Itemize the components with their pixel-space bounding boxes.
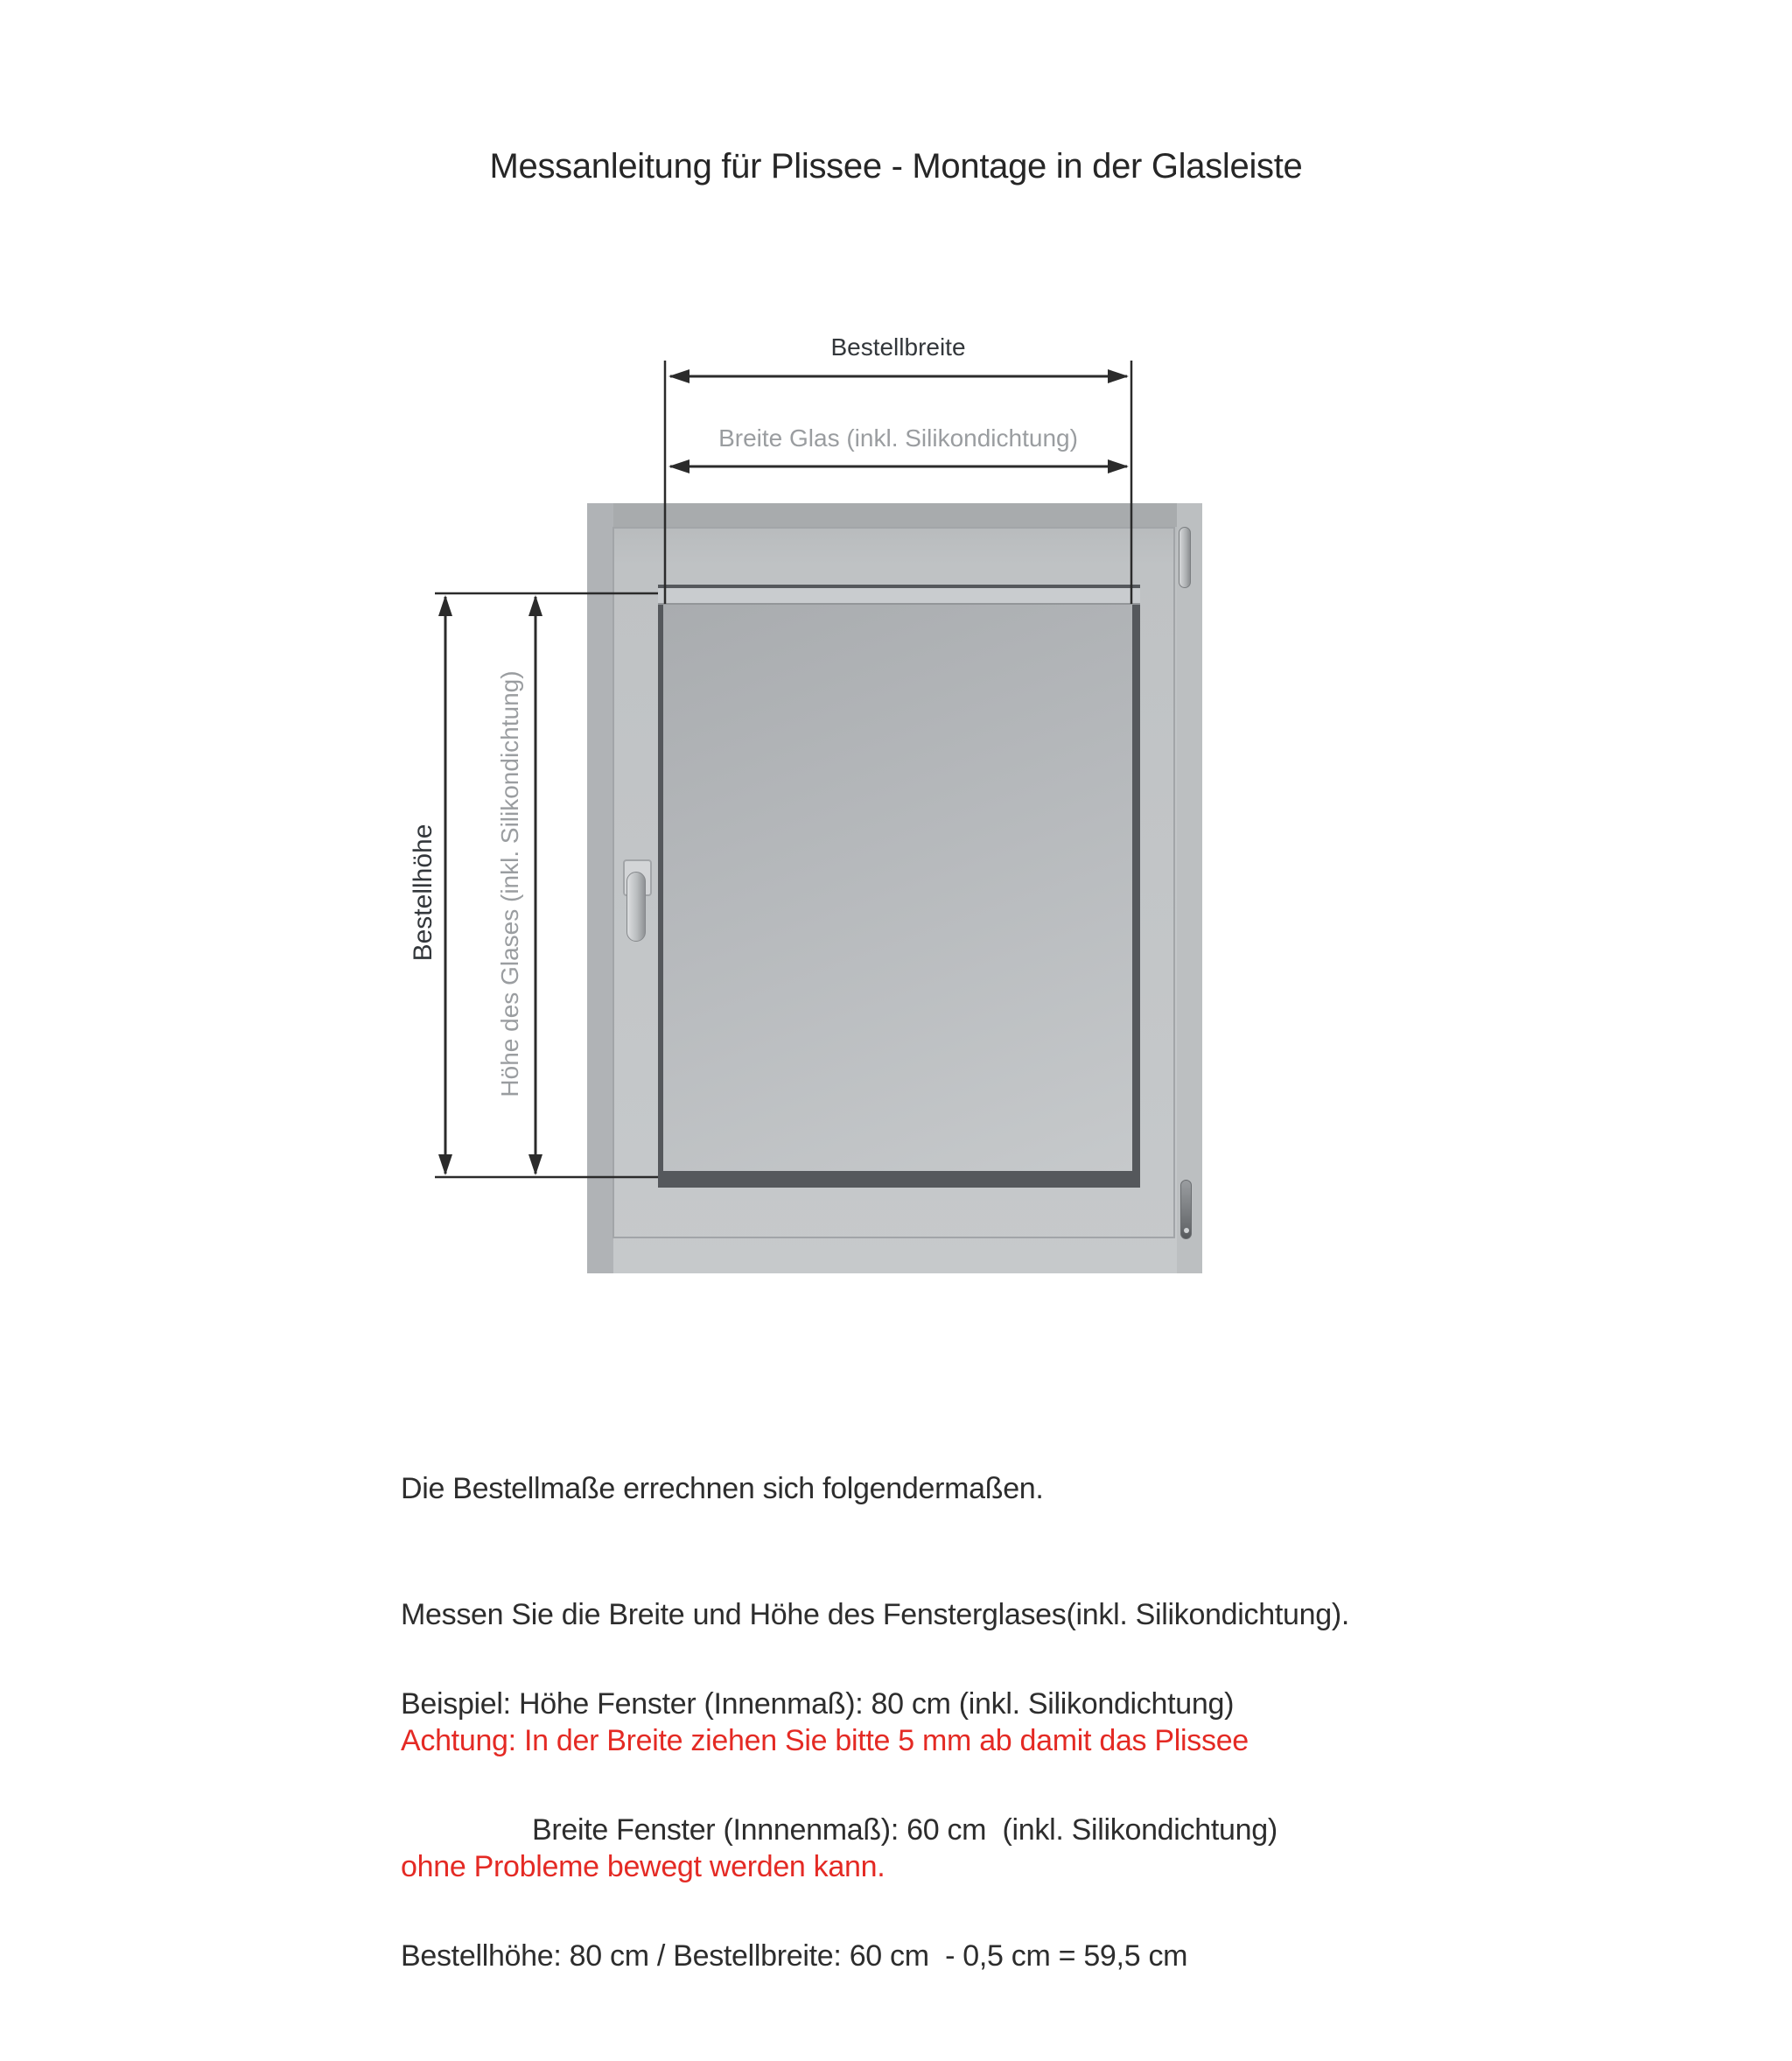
- window-frame-top-edge: [587, 503, 1202, 527]
- instruction-line-1: Die Bestellmaße errechnen sich folgendermaßen.: [401, 1472, 1044, 1505]
- glass-height-label: Höhe des Glases (inkl. Silikondichtung): [496, 670, 523, 1097]
- glass-pane: [663, 605, 1132, 1171]
- hinge-pin: [1184, 1228, 1189, 1233]
- example-line-1: Beispiel: Höhe Fenster (Innenmaß): 80 cm (inkl. Silikondichtung): [401, 1687, 1235, 1721]
- glass-top-bead: [658, 588, 1140, 605]
- example-line-2: Breite Fenster (Innnenmaß): 60 cm (inkl. Silikondichtung): [532, 1813, 1278, 1847]
- window-frame-right-edge: [1177, 503, 1202, 1273]
- order-width-label: Bestellbreite: [830, 333, 966, 361]
- order-height-label: Bestellhöhe: [409, 824, 438, 962]
- glass-width-label: Breite Glas (inkl. Silikondichtung): [718, 424, 1078, 452]
- instruction-line-2: Messen Sie die Breite und Höhe des Fensterglases(inkl. Silikondichtung).: [401, 1598, 1349, 1631]
- example-paragraph: [401, 1599, 1278, 2061]
- example-line-3: Bestellhöhe: 80 cm / Bestellbreite: 60 cm - 0,5 cm = 59,5 cm: [401, 1939, 1188, 1973]
- page-title: Messanleitung für Plissee - Montage in der Glasleiste: [489, 147, 1303, 186]
- warning-line-2: ohne Probleme bewegt werden kann.: [401, 1850, 886, 1883]
- window-hinge-bottom: [1180, 1180, 1192, 1239]
- window-frame-left-edge: [587, 503, 613, 1273]
- window-illustration: [587, 503, 1202, 1273]
- window-glass-bead: [658, 585, 1140, 1188]
- window-handle: [626, 872, 646, 942]
- window-hinge-top: [1179, 527, 1191, 588]
- warning-line-1: Achtung: In der Breite ziehen Sie bitte 5 mm ab damit das Plissee: [401, 1724, 1249, 1757]
